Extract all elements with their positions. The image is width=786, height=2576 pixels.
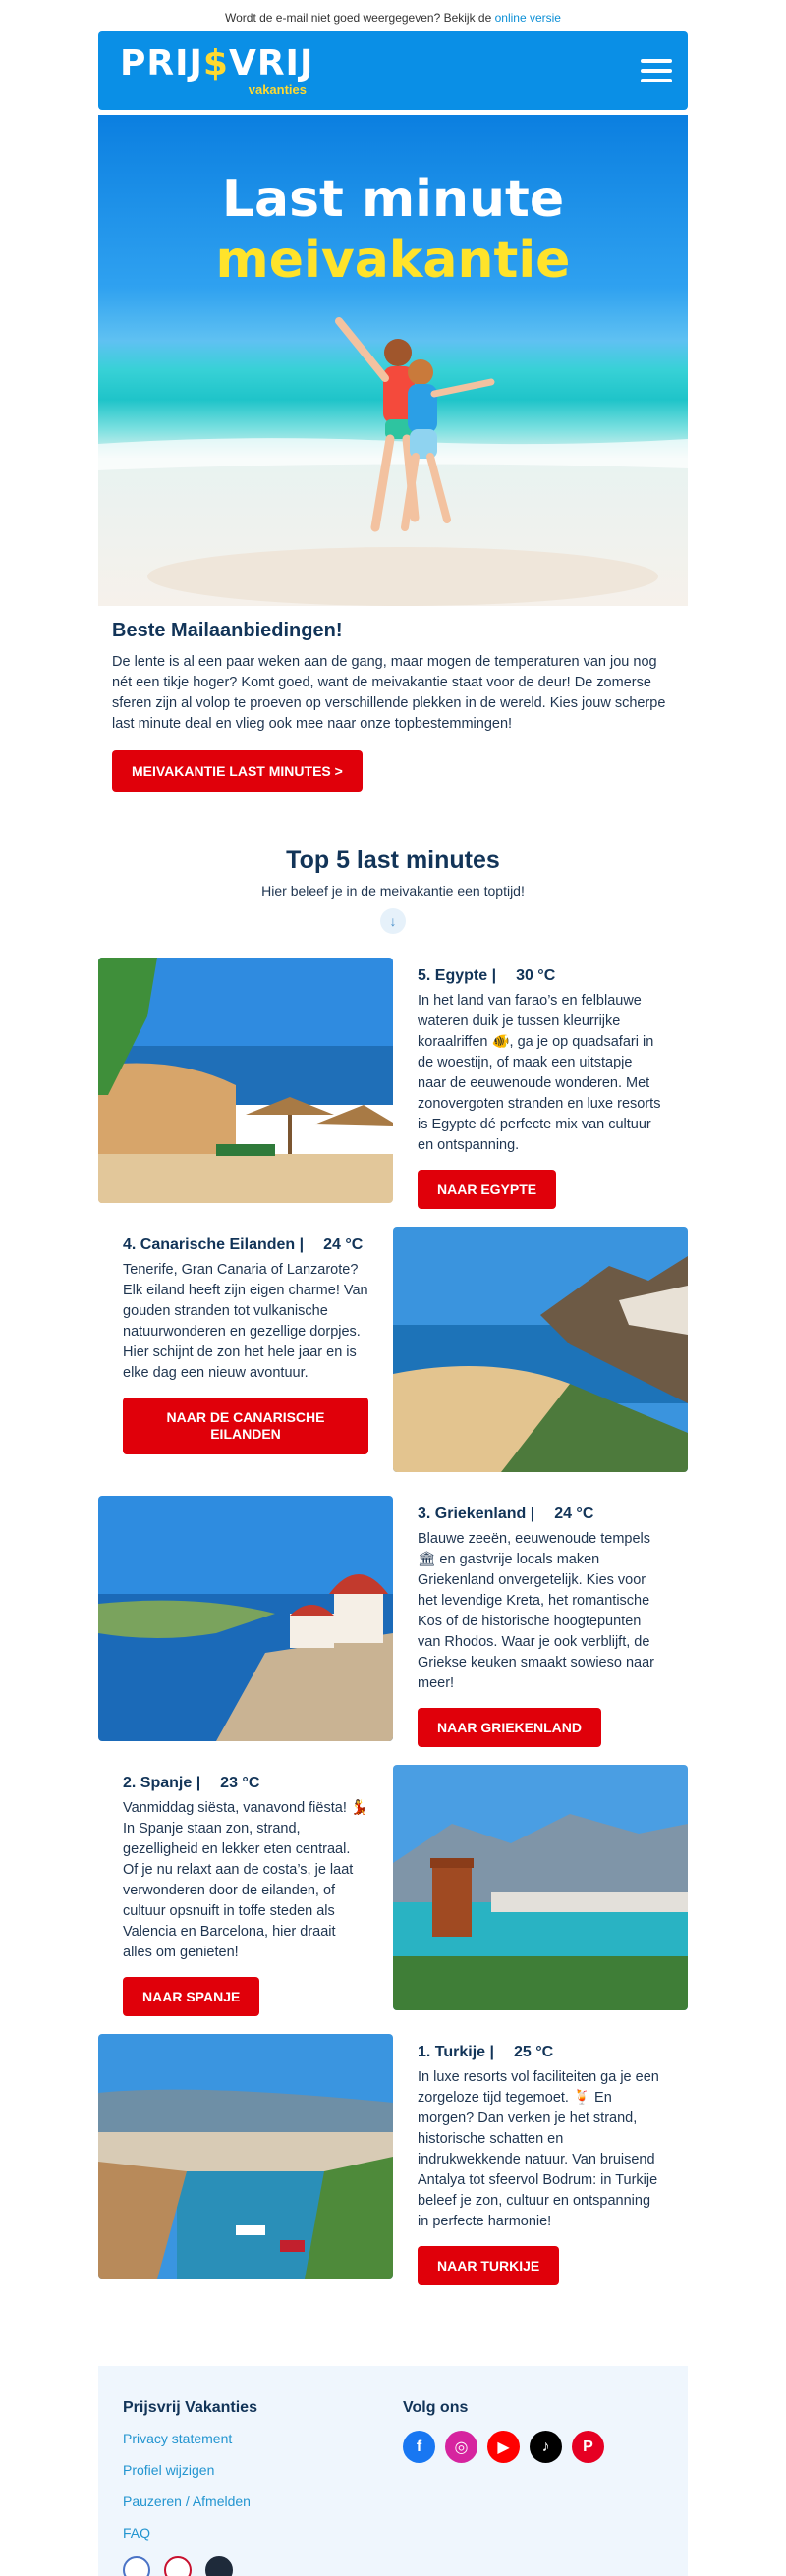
header <box>98 31 688 110</box>
destination-body: In het land van farao’s en felblauwe wateren duik je tussen kleurrijke koraalriffen 🐠, ga je op quadsafari in de woestijn, of maak een uitstapje naar de eeuwenoude wonderen. Met zonovergoten stranden en luxe resorts is Egypte dé perfecte mix van cultuur en ontspanning. <box>418 993 661 1153</box>
top5-subtitle: Hier beleef je in de meivakantie een toptijd! <box>261 883 525 899</box>
youtube-icon[interactable]: ▶ <box>487 2431 520 2463</box>
destination-spanje <box>98 1765 688 2010</box>
destination-body: Blauwe zeeën, eeuwenoude tempels 🏛 en gastvrije locals maken Griekenland onvergetelijk. Kies voor het levendige Kreta, het romantische Kos of de historische hoogtepunten van Rhodos. Waar je ook verblijft, de Griekse keuken smaakt sowieso naar meer! <box>418 1531 654 1691</box>
destination-turkije <box>98 2034 688 2279</box>
online-version-link[interactable]: online versie <box>494 11 561 25</box>
destination-body: Tenerife, Gran Canaria of Lanzarote? Elk eiland heeft zijn eigen charme! Van gouden stranden tot vulkanische natuurwonderen en gezellige dorpjes. Hier schijnt de zon het hele jaar en is elke dag een nieuw avontuur. <box>123 1262 368 1381</box>
intro-title: Beste Mailaanbiedingen! <box>112 620 343 641</box>
naar-spanje-button[interactable]: NAAR SPANJE <box>123 1977 259 2016</box>
tiktok-icon[interactable]: ♪ <box>530 2431 562 2463</box>
follow-us-title: Volg ons <box>403 2399 469 2416</box>
footer-brand: Prijsvrij Vakanties <box>123 2399 257 2416</box>
top5-title: Top 5 last minutes <box>286 847 500 874</box>
turkije-image[interactable] <box>98 2034 393 2279</box>
preheader-text: Wordt de e-mail niet goed weergegeven? Bekijk de <box>225 11 495 25</box>
calamiteitenfonds-badge[interactable] <box>205 2556 233 2576</box>
canarische-eilanden-image[interactable] <box>393 1227 688 1472</box>
profiel-wijzigen-link[interactable]: Profiel wijzigen <box>123 2462 215 2478</box>
hero-title-line2: meivakantie <box>215 231 571 290</box>
hamburger-menu-icon[interactable] <box>641 59 672 82</box>
destination-body: Vanmiddag siësta, vanavond fiësta! 💃 In Spanje staan zon, strand, gezelligheid en lekker eten centraal. Of je nu relaxt aan de costa’s, je laat verwonderen door de eilanden, of cultuur opsnuift in toffe steden als Valencia en Barcelona, hier draait alles om genieten! <box>123 1800 368 1960</box>
footer <box>98 2366 688 2576</box>
children-figures <box>339 321 491 527</box>
arrow-down-icon: ↓ <box>380 908 406 934</box>
intro-section <box>98 606 688 792</box>
hero-banner[interactable] <box>98 115 688 606</box>
destination-title: 4. Canarische Eilanden | 24 °C <box>123 1236 364 1253</box>
destination-canarische-eilanden <box>98 1227 688 1472</box>
intro-body: De lente is al een paar weken aan de gang, maar mogen de temperaturen van jou nog nét een tikje hoger? Komt goed, want de meivakantie staat voor de deur! De zomerse sferen zijn al volop te proeven op verschillende plekken in de wereld. Kies jouw scherpe last minute deal en vlieg ook mee naar onze topbestemmingen! <box>112 654 666 732</box>
anvr-badge[interactable] <box>123 2556 150 2576</box>
spanje-image[interactable] <box>393 1765 688 2010</box>
prijsvrij-logo[interactable]: PRIJ$VRIJ vakanties <box>120 43 314 97</box>
destination-egypte <box>98 958 688 1203</box>
naar-turkije-button[interactable]: NAAR TURKIJE <box>418 2246 559 2285</box>
facebook-icon[interactable]: f <box>403 2431 435 2463</box>
preheader <box>0 0 786 31</box>
pinterest-icon[interactable]: P <box>572 2431 604 2463</box>
griekenland-image[interactable] <box>98 1496 393 1741</box>
meivakantie-last-minutes-button[interactable]: MEIVAKANTIE LAST MINUTES > <box>112 750 363 792</box>
destination-title: 3. Griekenland | 24 °C <box>418 1506 594 1522</box>
instagram-icon[interactable]: ◎ <box>445 2431 477 2463</box>
egypte-image[interactable] <box>98 958 393 1203</box>
destination-title: 5. Egypte | 30 °C <box>418 967 556 984</box>
faq-link[interactable]: FAQ <box>123 2525 151 2541</box>
destination-body: In luxe resorts vol faciliteiten ga je een zorgeloze tijd tegemoet. 🍹 En morgen? Dan verken je het strand, historische schatten en indrukwekkende natuur. Van bruisend Antalya tot sfeervol Bodrum: in Turkije beleef je zon, cultuur en ontspanning in perfecte harmonie! <box>418 2069 659 2229</box>
privacy-statement-link[interactable]: Privacy statement <box>123 2431 233 2446</box>
naar-canarische-eilanden-button[interactable]: NAAR DE CANARISCHE EILANDEN <box>123 1398 368 1454</box>
sgr-badge[interactable] <box>164 2556 192 2576</box>
destination-title: 1. Turkije | 25 °C <box>418 2044 554 2060</box>
destination-griekenland <box>98 1496 688 1741</box>
destination-title: 2. Spanje | 23 °C <box>123 1775 260 1791</box>
hero-title-line1: Last minute <box>221 170 565 229</box>
naar-egypte-button[interactable]: NAAR EGYPTE <box>418 1170 556 1209</box>
naar-griekenland-button[interactable]: NAAR GRIEKENLAND <box>418 1708 601 1747</box>
pauzeren-afmelden-link[interactable]: Pauzeren / Afmelden <box>123 2494 251 2509</box>
